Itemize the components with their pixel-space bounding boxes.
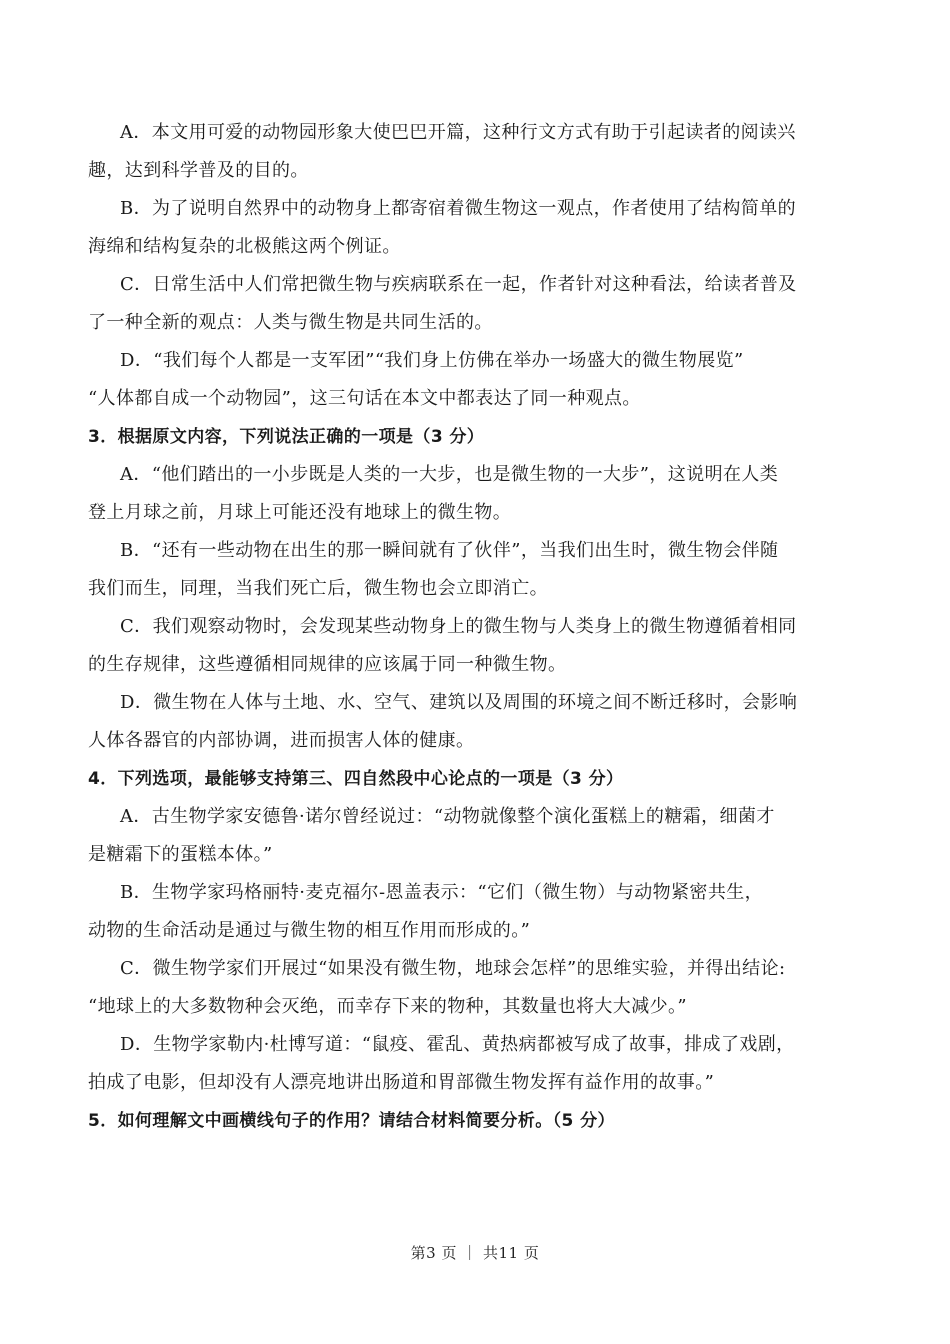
text-line: 是糖霜下的蛋糕本体。” bbox=[88, 844, 273, 865]
text-line: C．日常生活中人们常把微生物与疾病联系在一起，作者针对这种看法，给读者普及 bbox=[120, 274, 797, 295]
text-line: C．我们观察动物时，会发现某些动物身上的微生物与人类身上的微生物遵循着相同 bbox=[120, 616, 797, 637]
text-line: A．本文用可爱的动物园形象大使巴巴开篇，这种行文方式有助于引起读者的阅读兴 bbox=[120, 122, 796, 143]
text-line: D．生物学家勒内·杜博写道：“鼠疫、霍乱、黄热病都被写成了故事，排成了戏剧， bbox=[120, 1034, 795, 1055]
text-line: 海绵和结构复杂的北极熊这两个例证。 bbox=[88, 236, 401, 257]
question-heading: 3．根据原文内容，下列说法正确的一项是（3 分） bbox=[88, 427, 485, 447]
text-line: B．生物学家玛格丽特·麦克福尔-恩盖表示：“它们（微生物）与动物紧密共生， bbox=[120, 882, 764, 903]
text-line: 我们而生，同理，当我们死亡后，微生物也会立即消亡。 bbox=[88, 578, 548, 599]
text-line: 人体各器官的内部协调，进而损害人体的健康。 bbox=[88, 730, 475, 751]
text-line: “人体都自成一个动物园”，这三句话在本文中都表达了同一种观点。 bbox=[88, 388, 641, 409]
text-line: B．为了说明自然界中的动物身上都寄宿着微生物这一观点，作者使用了结构简单的 bbox=[120, 198, 797, 219]
text-line: 拍成了电影，但却没有人漂亮地讲出肠道和胃部微生物发挥有益作用的故事。” bbox=[88, 1072, 715, 1093]
text-line: C．微生物学家们开展过“如果没有微生物，地球会怎样”的思维实验，并得出结论: bbox=[120, 958, 786, 979]
question-heading: 4．下列选项，最能够支持第三、四自然段中心论点的一项是（3 分） bbox=[88, 769, 624, 789]
text-line: D．微生物在人体与土地、水、空气、建筑以及周围的环境之间不断迁移时，会影响 bbox=[120, 692, 798, 713]
text-line: 登上月球之前，月球上可能还没有地球上的微生物。 bbox=[88, 502, 512, 523]
page-content bbox=[88, 114, 864, 1140]
text-line: 了一种全新的观点：人类与微生物是共同生活的。 bbox=[88, 312, 493, 333]
text-line: A．“他们踏出的一小步既是人类的一大步，也是微生物的一大步”，这说明在人类 bbox=[120, 464, 779, 485]
page-footer: 第3 页 ｜ 共11 页 bbox=[410, 1244, 540, 1262]
text-line: D．“我们每个人都是一支军团”“我们身上仿佛在举办一场盛大的微生物展览” bbox=[120, 350, 744, 371]
text-line: “地球上的大多数物种会灭绝，而幸存下来的物种，其数量也将大大减少。” bbox=[88, 996, 688, 1017]
text-line: B．“还有一些动物在出生的那一瞬间就有了伙伴”，当我们出生时，微生物会伴随 bbox=[120, 540, 779, 561]
text-line: A．古生物学家安德鲁·诺尔曾经说过：“动物就像整个演化蛋糕上的糖霜，细菌才 bbox=[120, 806, 775, 827]
text-line: 动物的生命活动是通过与微生物的相互作用而形成的。” bbox=[88, 920, 531, 941]
text-line: 趣，达到科学普及的目的。 bbox=[88, 160, 309, 181]
question-heading: 5．如何理解文中画横线句子的作用？请结合材料简要分析。（5 分） bbox=[88, 1111, 615, 1131]
text-line: 的生存规律，这些遵循相同规律的应该属于同一种微生物。 bbox=[88, 654, 567, 675]
